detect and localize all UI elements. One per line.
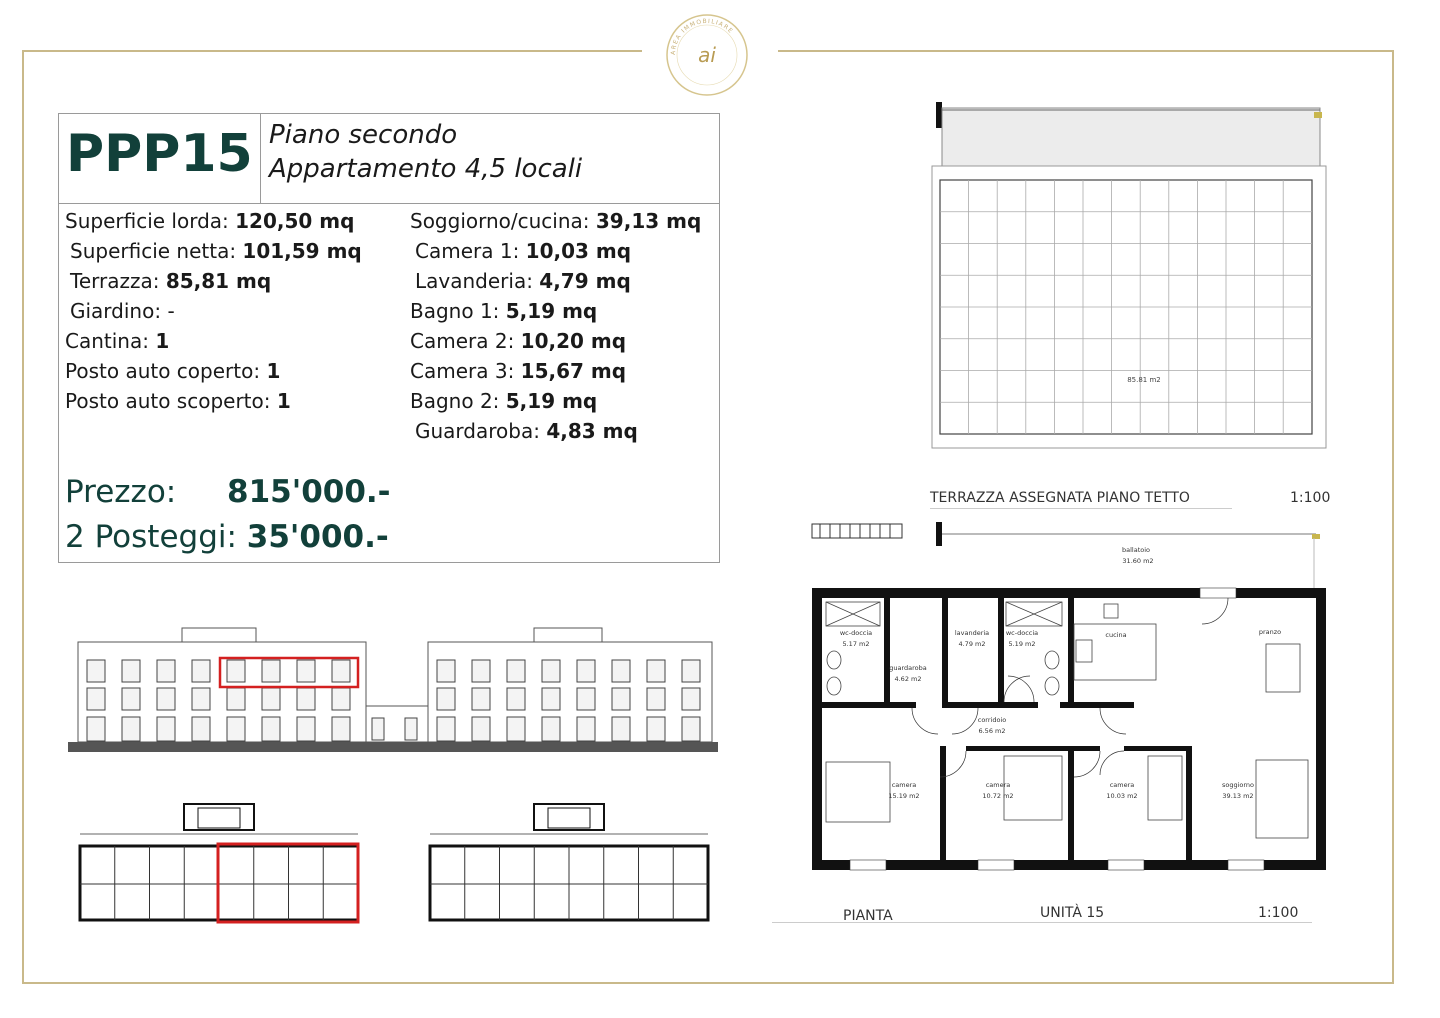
spec-gross-area — [65, 206, 354, 236]
room-area: 10.03 m2 — [1106, 792, 1138, 800]
spec-bedroom-2 — [410, 326, 626, 356]
elevation-door — [332, 717, 350, 741]
elevation-door — [647, 717, 665, 741]
elevation-window — [577, 660, 595, 682]
spec-garden — [70, 296, 175, 326]
elevation-window — [437, 660, 455, 682]
elevation-door — [192, 717, 210, 741]
frame-bottom — [22, 982, 1394, 984]
spec-label: Bagno 1: — [410, 299, 506, 323]
elevation-window — [647, 660, 665, 682]
elevation-window — [157, 660, 175, 682]
elevation-door — [612, 717, 630, 741]
elevation-door — [507, 717, 525, 741]
elevation-window — [297, 688, 315, 710]
room-name: wc-doccia — [839, 629, 873, 637]
spec-value: 120,50 mq — [235, 209, 355, 233]
spec-bedroom-3 — [410, 356, 626, 386]
parking-price-row — [65, 519, 389, 555]
elevation-door — [157, 717, 175, 741]
spec-value: 5,19 mq — [505, 299, 598, 323]
elevation-window — [122, 660, 140, 682]
spec-label: Camera 2: — [410, 329, 521, 353]
elevation-window — [332, 688, 350, 710]
elevation-window — [577, 688, 595, 710]
spec-value: 4,79 mq — [539, 269, 631, 293]
spec-label: Posto auto coperto: — [65, 359, 267, 383]
spec-cellar — [65, 326, 169, 356]
room-name: camera — [1109, 781, 1135, 789]
room-area: 4.62 m2 — [894, 675, 922, 683]
elevation-window — [437, 688, 455, 710]
spec-label: Camera 1: — [415, 239, 526, 263]
balcony-name: ballatoio — [1121, 546, 1151, 554]
spec-value: 4,83 mq — [546, 419, 638, 443]
room-name: camera — [891, 781, 917, 789]
building-elevation — [66, 620, 722, 760]
elevation-window — [227, 688, 245, 710]
room-area: 5.19 m2 — [1008, 640, 1036, 648]
elevation-window — [612, 688, 630, 710]
spec-value: 1 — [266, 359, 281, 383]
spec-label: Camera 3: — [410, 359, 521, 383]
room-name: guardaroba — [889, 664, 927, 672]
spec-covered-parking — [65, 356, 280, 386]
room-area: 5.17 m2 — [842, 640, 870, 648]
room-name: corridoio — [977, 716, 1007, 724]
room-area: 10.72 m2 — [982, 792, 1014, 800]
elevation-window — [227, 660, 245, 682]
elevation-window — [507, 660, 525, 682]
unit-floor: Piano secondo — [269, 120, 458, 150]
unit-info-box — [58, 113, 720, 563]
price-value: 815'000.- — [227, 474, 391, 510]
brand-logo — [664, 12, 750, 98]
unit-code-cell — [59, 114, 261, 204]
spec-value: 10,20 mq — [520, 329, 627, 353]
room-area: 39.13 m2 — [1222, 792, 1254, 800]
elevation-window — [262, 688, 280, 710]
terrace-plan — [926, 98, 1332, 454]
price-label: Prezzo: — [65, 474, 177, 510]
spec-value: 101,59 mq — [242, 239, 362, 263]
room-name: pranzo — [1258, 628, 1282, 636]
spec-label: Lavanderia: — [415, 269, 540, 293]
spec-living-kitchen — [410, 206, 701, 236]
elevation-window — [472, 688, 490, 710]
elevation-window — [682, 688, 700, 710]
logo-ring-text: AREA IMMOBILIARE — [669, 17, 735, 56]
spec-value: 1 — [276, 389, 291, 413]
spec-value: 5,19 mq — [505, 389, 598, 413]
elevation-door — [472, 717, 490, 741]
site-plan — [70, 800, 720, 930]
parking-price-label: 2 Posteggi: — [65, 519, 247, 555]
elevation-window — [192, 660, 210, 682]
spec-bedroom-1 — [415, 236, 631, 266]
terrace-area: 85.81 m2 — [1127, 376, 1161, 384]
elevation-window — [262, 660, 280, 682]
elevation-window — [682, 660, 700, 682]
elevation-window — [542, 688, 560, 710]
room-name: lavanderia — [954, 629, 990, 637]
frame-top-left — [22, 50, 642, 52]
frame-top-right — [778, 50, 1394, 52]
elevation-door — [577, 717, 595, 741]
elevation-door — [542, 717, 560, 741]
elevation-door — [227, 717, 245, 741]
elevation-window — [332, 660, 350, 682]
spec-label: Superficie netta: — [70, 239, 243, 263]
elevation-window — [87, 660, 105, 682]
elevation-door — [122, 717, 140, 741]
spec-open-parking — [65, 386, 291, 416]
balcony-area: 31.60 m2 — [1122, 557, 1154, 565]
elevation-window — [542, 660, 560, 682]
elevation-door — [682, 717, 700, 741]
floor-plan-scale: 1:100 — [1258, 905, 1299, 921]
elevation-door — [262, 717, 280, 741]
floor-plan-unit: UNITÀ 15 — [1040, 905, 1105, 921]
price-row — [65, 474, 391, 510]
spec-value: 15,67 mq — [520, 359, 627, 383]
elevation-door — [297, 717, 315, 741]
floor-plan-label: PIANTA — [843, 908, 893, 924]
logo-monogram: ai — [698, 43, 716, 67]
elevation-window — [472, 660, 490, 682]
spec-value: 10,03 mq — [525, 239, 632, 263]
unit-type: Appartamento 4,5 locali — [269, 154, 583, 184]
spec-label: Giardino: - — [70, 299, 175, 323]
spec-net-area — [70, 236, 362, 266]
terrace-plan-title: TERRAZZA ASSEGNATA PIANO TETTO — [930, 490, 1190, 506]
elevation-window — [87, 688, 105, 710]
spec-label: Posto auto scoperto: — [65, 389, 277, 413]
elevation-window — [612, 660, 630, 682]
parking-price-value: 35'000.- — [246, 519, 389, 555]
terrace-caption-rule — [930, 508, 1232, 509]
spec-value: 85,81 mq — [165, 269, 272, 293]
elevation-window — [192, 688, 210, 710]
frame-left — [22, 50, 24, 984]
terrace-plan-scale: 1:100 — [1290, 490, 1331, 506]
elevation-door — [405, 718, 417, 740]
spec-value: 1 — [155, 329, 170, 353]
room-name: camera — [985, 781, 1011, 789]
floor-plan — [808, 520, 1332, 880]
room-area: 6.56 m2 — [978, 727, 1006, 735]
elevation-door — [87, 717, 105, 741]
spec-label: Soggiorno/cucina: — [410, 209, 596, 233]
room-area: 15.19 m2 — [888, 792, 920, 800]
elevation-window — [507, 688, 525, 710]
spec-label: Superficie lorda: — [65, 209, 236, 233]
elevation-window — [297, 660, 315, 682]
spec-label: Guardaroba: — [415, 419, 547, 443]
room-name: soggiorno — [1221, 781, 1255, 789]
spec-bathroom-2 — [410, 386, 597, 416]
elevation-door — [437, 717, 455, 741]
spec-terrace — [70, 266, 271, 296]
unit-code: PPP15 — [66, 124, 253, 184]
spec-wardrobe — [415, 416, 638, 446]
spec-laundry — [415, 266, 631, 296]
room-name: wc-doccia — [1005, 629, 1039, 637]
spec-bathroom-1 — [410, 296, 597, 326]
elevation-door — [372, 718, 384, 740]
elevation-window — [157, 688, 175, 710]
spec-label: Cantina: — [65, 329, 156, 353]
elevation-window — [122, 688, 140, 710]
frame-right — [1392, 50, 1394, 984]
spec-label: Terrazza: — [70, 269, 166, 293]
room-name: cucina — [1105, 631, 1127, 639]
spec-value: 39,13 mq — [595, 209, 702, 233]
unit-header-cell — [261, 114, 719, 204]
elevation-window — [647, 688, 665, 710]
spec-label: Bagno 2: — [410, 389, 506, 413]
room-area: 4.79 m2 — [958, 640, 986, 648]
